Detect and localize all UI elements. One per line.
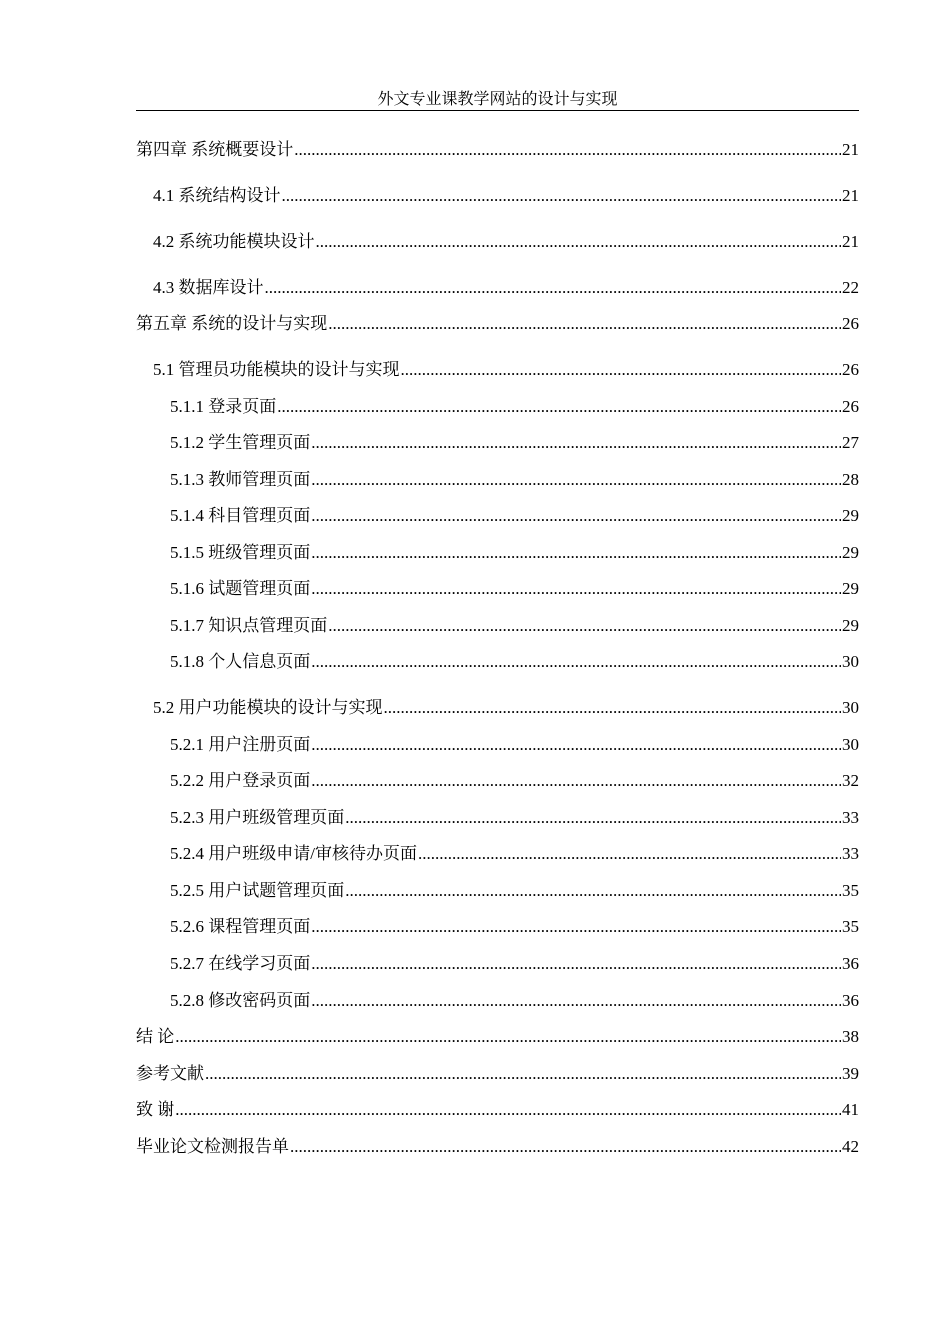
toc-entry-page-number: 29 bbox=[842, 579, 859, 598]
toc-entry[interactable] bbox=[153, 277, 859, 299]
toc-entry-page-number: 30 bbox=[842, 735, 859, 754]
toc-entry-page-number: 42 bbox=[842, 1137, 859, 1156]
toc-dot-leader bbox=[311, 432, 841, 454]
toc-dot-leader bbox=[311, 990, 841, 1012]
toc-entry-page-number: 30 bbox=[842, 652, 859, 671]
toc-entry-title: 4.1 系统结构设计 bbox=[153, 186, 281, 205]
toc-entry-title: 致 谢 bbox=[136, 1100, 175, 1119]
toc-entry-page-number: 39 bbox=[842, 1064, 859, 1083]
toc-entry[interactable] bbox=[153, 231, 859, 253]
toc-entry[interactable] bbox=[170, 578, 859, 600]
toc-entry-page-number: 35 bbox=[842, 881, 859, 900]
toc-entry-title: 结 论 bbox=[136, 1027, 175, 1046]
toc-entry[interactable] bbox=[170, 770, 859, 792]
toc-entry-page-number: 27 bbox=[842, 433, 859, 452]
toc-entry-page-number: 41 bbox=[842, 1100, 859, 1119]
toc-dot-leader bbox=[311, 734, 841, 756]
toc-entry[interactable] bbox=[170, 807, 859, 829]
toc-entry-page-number: 26 bbox=[842, 314, 859, 333]
toc-entry[interactable] bbox=[153, 359, 859, 381]
toc-entry-title: 5.2.5 用户试题管理页面 bbox=[170, 881, 345, 900]
toc-entry[interactable] bbox=[170, 880, 859, 902]
toc-entry[interactable] bbox=[170, 990, 859, 1012]
toc-dot-leader bbox=[265, 277, 842, 299]
toc-dot-leader bbox=[175, 1099, 841, 1121]
header-divider bbox=[136, 110, 859, 111]
toc-entry-page-number: 21 bbox=[842, 140, 859, 159]
toc-entry[interactable] bbox=[136, 1063, 859, 1085]
toc-dot-leader bbox=[175, 1026, 841, 1048]
toc-entry-title: 5.2.2 用户登录页面 bbox=[170, 771, 311, 790]
toc-entry-page-number: 33 bbox=[842, 844, 859, 863]
toc-entry[interactable] bbox=[136, 1026, 859, 1048]
toc-entry-page-number: 36 bbox=[842, 954, 859, 973]
toc-dot-leader bbox=[328, 313, 841, 335]
toc-entry-page-number: 32 bbox=[842, 771, 859, 790]
toc-dot-leader bbox=[345, 880, 841, 902]
toc-dot-leader bbox=[401, 359, 842, 381]
toc-entry-page-number: 28 bbox=[842, 470, 859, 489]
toc-entry-title: 5.2 用户功能模块的设计与实现 bbox=[153, 698, 383, 717]
toc-entry-title: 5.1.7 知识点管理页面 bbox=[170, 616, 328, 635]
toc-dot-leader bbox=[205, 1063, 841, 1085]
toc-entry[interactable] bbox=[170, 396, 859, 418]
toc-entry-page-number: 21 bbox=[842, 186, 859, 205]
toc-dot-leader bbox=[311, 505, 841, 527]
toc-entry-title: 5.1.8 个人信息页面 bbox=[170, 652, 311, 671]
toc-dot-leader bbox=[311, 953, 841, 975]
toc-entry-title: 第四章 系统概要设计 bbox=[136, 140, 294, 159]
toc-entry-page-number: 36 bbox=[842, 991, 859, 1010]
toc-entry-page-number: 22 bbox=[842, 278, 859, 297]
toc-entry-title: 5.1.4 科目管理页面 bbox=[170, 506, 311, 525]
toc-entry[interactable] bbox=[170, 542, 859, 564]
toc-entry[interactable] bbox=[170, 916, 859, 938]
toc-dot-leader bbox=[345, 807, 841, 829]
toc-entry[interactable] bbox=[136, 139, 859, 161]
toc-dot-leader bbox=[311, 469, 841, 491]
toc-entry[interactable] bbox=[170, 843, 859, 865]
toc-entry-title: 5.1.1 登录页面 bbox=[170, 397, 277, 416]
toc-entry-page-number: 21 bbox=[842, 232, 859, 251]
toc-entry-title: 5.1.6 试题管理页面 bbox=[170, 579, 311, 598]
toc-entry-title: 参考文献 bbox=[136, 1064, 204, 1083]
toc-dot-leader bbox=[294, 139, 841, 161]
toc-entry[interactable] bbox=[170, 734, 859, 756]
toc-entry[interactable] bbox=[170, 651, 859, 673]
toc-entry-title: 5.1.5 班级管理页面 bbox=[170, 543, 311, 562]
toc-dot-leader bbox=[316, 231, 842, 253]
toc-entry[interactable] bbox=[153, 185, 859, 207]
toc-dot-leader bbox=[282, 185, 842, 207]
toc-entry-title: 4.3 数据库设计 bbox=[153, 278, 264, 297]
toc-dot-leader bbox=[311, 770, 841, 792]
toc-entry-page-number: 29 bbox=[842, 543, 859, 562]
toc-entry[interactable] bbox=[170, 953, 859, 975]
toc-entry-title: 5.2.6 课程管理页面 bbox=[170, 917, 311, 936]
toc-entry-title: 5.2.1 用户注册页面 bbox=[170, 735, 311, 754]
toc-entry-title: 5.2.7 在线学习页面 bbox=[170, 954, 311, 973]
page-header-title: 外文专业课教学网站的设计与实现 bbox=[377, 91, 618, 108]
toc-entry-page-number: 29 bbox=[842, 506, 859, 525]
toc-entry-title: 5.1.2 学生管理页面 bbox=[170, 433, 311, 452]
toc-entry-page-number: 35 bbox=[842, 917, 859, 936]
toc-entry-title: 4.2 系统功能模块设计 bbox=[153, 232, 315, 251]
toc-dot-leader bbox=[290, 1136, 841, 1158]
toc-entry[interactable] bbox=[136, 313, 859, 335]
toc-entry[interactable] bbox=[170, 432, 859, 454]
toc-dot-leader bbox=[311, 542, 841, 564]
toc-entry-page-number: 26 bbox=[842, 360, 859, 379]
toc-entry-title: 5.1.3 教师管理页面 bbox=[170, 470, 311, 489]
toc-entry-page-number: 26 bbox=[842, 397, 859, 416]
toc-dot-leader bbox=[418, 843, 841, 865]
toc-entry-title: 5.1 管理员功能模块的设计与实现 bbox=[153, 360, 400, 379]
toc-dot-leader bbox=[384, 697, 842, 719]
toc-entry[interactable] bbox=[170, 505, 859, 527]
toc-entry-page-number: 33 bbox=[842, 808, 859, 827]
toc-dot-leader bbox=[328, 615, 841, 637]
toc-entry[interactable] bbox=[136, 1136, 859, 1158]
toc-dot-leader bbox=[311, 578, 841, 600]
toc-dot-leader bbox=[277, 396, 841, 418]
toc-entry-page-number: 30 bbox=[842, 698, 859, 717]
toc-dot-leader bbox=[311, 651, 841, 673]
toc-entry-page-number: 29 bbox=[842, 616, 859, 635]
toc-entry-title: 5.2.4 用户班级申请/审核待办页面 bbox=[170, 844, 417, 863]
toc-entry-title: 5.2.8 修改密码页面 bbox=[170, 991, 311, 1010]
toc-entry-title: 毕业论文检测报告单 bbox=[136, 1137, 289, 1156]
toc-entry-title: 第五章 系统的设计与实现 bbox=[136, 314, 328, 333]
toc-entry[interactable] bbox=[170, 615, 859, 637]
toc-entry[interactable] bbox=[136, 1099, 859, 1121]
toc-entry[interactable] bbox=[153, 697, 859, 719]
toc-entry-page-number: 38 bbox=[842, 1027, 859, 1046]
toc-entry-title: 5.2.3 用户班级管理页面 bbox=[170, 808, 345, 827]
toc-entry[interactable] bbox=[170, 469, 859, 491]
toc-dot-leader bbox=[311, 916, 841, 938]
